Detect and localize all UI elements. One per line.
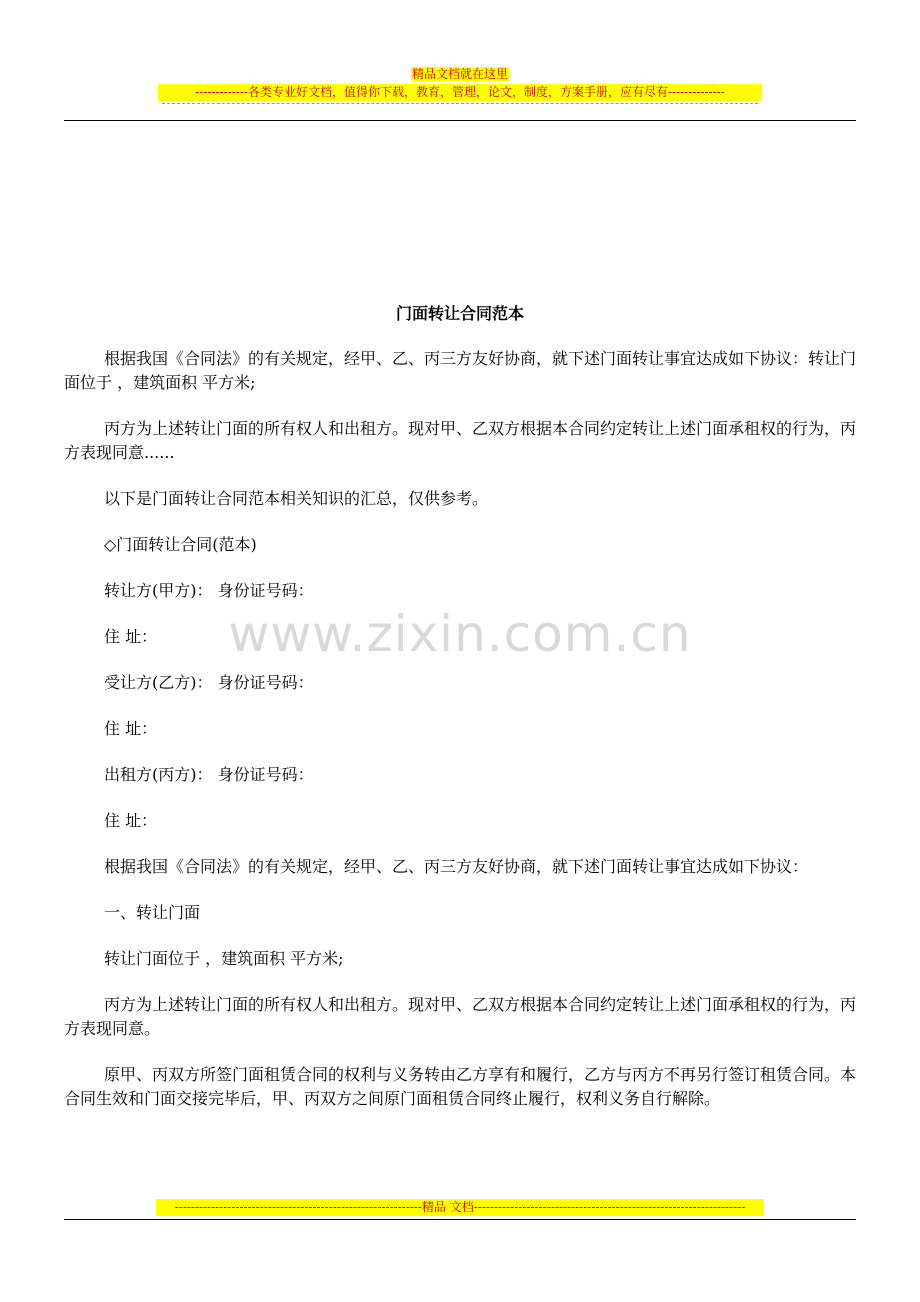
- paragraph: 住 址：: [104, 811, 158, 830]
- watermark: www.zixin.com.cn: [228, 605, 692, 663]
- paragraph: 受让方(乙方)： 身份证号码：: [104, 673, 314, 692]
- paragraph: ◇门面转让合同(范本): [104, 535, 257, 554]
- header-rule: [64, 120, 856, 121]
- header-banner-title-text: 精品文档就在这里: [411, 67, 508, 81]
- document-title: 门面转让合同范本: [395, 304, 524, 323]
- header-banner-slogan: -------------各类专业好文档，值得你下载，教育，管理，论文，制度，方案手册，应有尽有--------------: [158, 84, 762, 101]
- paragraph: 以下是门面转让合同范本相关知识的汇总，仅供参考。: [104, 489, 489, 508]
- paragraph: 住 址：: [104, 719, 158, 738]
- paragraph: 根据我国《合同法》的有关规定，经甲、乙、丙三方友好协商，就下述门面转让事宜达成如下协议：: [104, 857, 809, 876]
- paragraph: 丙方为上述转让门面的所有权人和出租方。现对甲、乙双方根据本合同约定转让上述门面承租权的行为，丙方表现同意。: [64, 995, 857, 1038]
- document-body: [64, 347, 856, 1133]
- paragraph: 转让方(甲方)： 身份证号码：: [104, 581, 314, 600]
- header-banner-title: [0, 66, 920, 82]
- paragraph: 丙方为上述转让门面的所有权人和出租方。现对甲、乙双方根据本合同约定转让上述门面承租权的行为，丙方表现同意......: [64, 419, 857, 462]
- footer-banner: -------------------------------------------------------------精品 文档-------------------------------------------------------------------: [156, 1199, 764, 1216]
- paragraph: 一、转让门面: [104, 903, 201, 922]
- header-dashed-line: [162, 103, 758, 110]
- paragraph: 原甲、丙双方所签门面租赁合同的权利与义务转由乙方享有和履行，乙方与丙方不再另行签订租赁合同。本合同生效和门面交接完毕后，甲、丙双方之间原门面租赁合同终止履行，权利义务自行解除。: [64, 1065, 857, 1108]
- paragraph: 根据我国《合同法》的有关规定，经甲、乙、丙三方友好协商，就下述门面转让事宜达成如下协议：转让门面位于 ，建筑面积 平方米;: [64, 349, 857, 392]
- paragraph: 出租方(丙方)： 身份证号码：: [104, 765, 314, 784]
- footer-rule: [64, 1219, 856, 1220]
- paragraph: 住 址：: [104, 627, 158, 646]
- paragraph: 转让门面位于 ，建筑面积 平方米;: [104, 949, 344, 968]
